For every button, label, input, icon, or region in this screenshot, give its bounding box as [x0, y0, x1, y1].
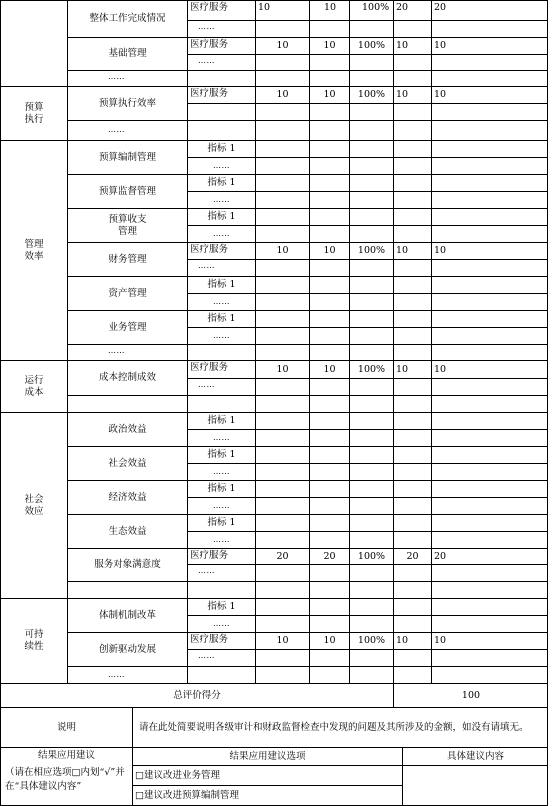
suggestion-hint: （请在相应选项□内划“√”并在“具体建议内容” [5, 767, 125, 792]
empty-cell [349, 54, 393, 70]
empty-cell [393, 191, 431, 208]
empty-cell [309, 446, 349, 463]
empty-cell [393, 429, 431, 446]
ellipsis-cell: …… [187, 259, 255, 276]
empty-cell [393, 412, 431, 429]
item-label: 业务管理 [67, 310, 187, 344]
empty-cell [393, 174, 431, 191]
value-cell: 20 [393, 0, 431, 20]
value-cell: 100% [349, 37, 393, 54]
ellipsis-cell: …… [67, 344, 187, 360]
value-cell: 10 [309, 242, 349, 259]
empty-cell [255, 463, 309, 480]
empty-cell [349, 103, 393, 120]
category-cell-blank [0, 0, 67, 86]
item-label: 社会效益 [67, 446, 187, 480]
empty-cell [393, 446, 431, 463]
indicator-cell: 指标 1 [187, 310, 255, 327]
item-label: 体制机制改革 [67, 598, 187, 632]
empty-cell [309, 140, 349, 157]
empty-cell [431, 259, 548, 276]
value-cell: 20 [255, 548, 309, 564]
indicator-cell: 指标 1 [187, 208, 255, 225]
value-cell: 10 [309, 0, 349, 20]
ellipsis-cell: …… [187, 191, 255, 208]
suggestion-label: 结果应用建议 [37, 750, 95, 761]
category-label: 社会 效应 [0, 412, 67, 598]
empty-cell [349, 276, 393, 293]
empty-cell [431, 157, 548, 174]
empty-cell [431, 54, 548, 70]
value-cell: 10 [431, 242, 548, 259]
empty-cell [393, 20, 431, 37]
empty-cell [255, 191, 309, 208]
empty-cell [393, 54, 431, 70]
empty-cell [255, 208, 309, 225]
indicator-cell: 医疗服务 [187, 0, 255, 20]
empty-cell [309, 463, 349, 480]
empty-cell [309, 598, 349, 615]
value-cell: 10 [255, 0, 309, 20]
empty-cell [255, 395, 309, 412]
empty-cell [393, 531, 431, 548]
empty-cell [309, 191, 349, 208]
ellipsis-cell: …… [187, 497, 255, 514]
options-header: 结果应用建议选项 [132, 747, 402, 765]
value-cell: 10 [431, 86, 548, 103]
indicator-cell: 指标 1 [187, 412, 255, 429]
total-score-label: 总评价得分 [0, 683, 393, 707]
empty-cell [431, 20, 548, 37]
empty-cell [393, 581, 431, 598]
item-label: 成本控制成效 [67, 360, 187, 395]
ellipsis-cell: …… [67, 70, 187, 86]
empty-cell [255, 259, 309, 276]
category-label: 可持 续性 [0, 598, 67, 683]
empty-cell [393, 344, 431, 360]
empty-cell [309, 666, 349, 683]
empty-cell [309, 514, 349, 531]
empty-cell [67, 395, 187, 412]
empty-cell [431, 463, 548, 480]
ellipsis-cell: …… [187, 564, 255, 581]
value-cell: 20 [431, 0, 548, 20]
indicator-cell: 指标 1 [187, 514, 255, 531]
empty-cell [255, 564, 309, 581]
empty-cell [309, 225, 349, 242]
empty-cell [393, 514, 431, 531]
ellipsis-cell: …… [187, 378, 255, 395]
indicator-cell: 医疗服务 [187, 360, 255, 378]
empty-cell [309, 103, 349, 120]
empty-cell [431, 497, 548, 514]
empty-cell [187, 103, 255, 120]
empty-cell [309, 54, 349, 70]
empty-cell [431, 615, 548, 632]
value-cell: 10 [309, 632, 349, 649]
value-cell: 10 [255, 632, 309, 649]
indicator-cell: 医疗服务 [187, 632, 255, 649]
empty-cell [431, 225, 548, 242]
empty-cell [309, 581, 349, 598]
indicator-cell: 医疗服务 [187, 548, 255, 564]
option-improve-budget[interactable]: □建议改进预算编制管理 [132, 785, 402, 806]
empty-cell [255, 20, 309, 37]
empty-cell [255, 70, 309, 86]
empty-cell [309, 531, 349, 548]
total-score-value: 100 [393, 683, 548, 707]
ellipsis-cell: …… [67, 120, 187, 140]
empty-cell [187, 344, 255, 360]
empty-cell [393, 208, 431, 225]
empty-cell [309, 429, 349, 446]
empty-cell [349, 497, 393, 514]
empty-cell [349, 581, 393, 598]
empty-cell [349, 208, 393, 225]
empty-cell [349, 666, 393, 683]
empty-cell [309, 276, 349, 293]
empty-cell [349, 463, 393, 480]
empty-cell [309, 344, 349, 360]
empty-cell [67, 581, 187, 598]
empty-cell [393, 564, 431, 581]
empty-cell [431, 446, 548, 463]
empty-cell [431, 666, 548, 683]
empty-cell [255, 310, 309, 327]
value-cell: 20 [393, 548, 431, 564]
ellipsis-cell: …… [187, 463, 255, 480]
empty-cell [187, 666, 255, 683]
empty-cell [393, 327, 431, 344]
item-label: 资产管理 [67, 276, 187, 310]
value-cell: 10 [309, 360, 349, 378]
empty-cell [349, 378, 393, 395]
empty-cell [255, 514, 309, 531]
empty-cell [431, 120, 548, 140]
empty-cell [431, 649, 548, 666]
ellipsis-cell: …… [187, 429, 255, 446]
empty-cell [349, 70, 393, 86]
empty-cell [309, 70, 349, 86]
empty-cell [393, 70, 431, 86]
empty-cell [255, 157, 309, 174]
ellipsis-cell: …… [67, 666, 187, 683]
item-label: 财务管理 [67, 242, 187, 276]
empty-cell [393, 615, 431, 632]
empty-cell [309, 293, 349, 310]
table-right-border [547, 0, 548, 806]
note-text: 请在此处简要说明各级审计和财政监督检查中发现的问题及其所涉及的金额，如没有请填无。 [132, 707, 548, 747]
option-improve-business[interactable]: □建议改进业务管理 [132, 765, 402, 785]
value-cell: 10 [431, 360, 548, 378]
empty-cell [255, 480, 309, 497]
empty-cell [431, 293, 548, 310]
empty-cell [255, 225, 309, 242]
empty-cell [431, 412, 548, 429]
item-label: 预算监督管理 [67, 174, 187, 208]
empty-cell [309, 615, 349, 632]
value-cell: 10 [255, 37, 309, 54]
ellipsis-cell: …… [187, 157, 255, 174]
empty-cell [349, 293, 393, 310]
empty-cell [255, 276, 309, 293]
ellipsis-cell: …… [187, 54, 255, 70]
ellipsis-cell: …… [187, 20, 255, 37]
empty-cell [309, 174, 349, 191]
item-label: 整体工作完成情况 [67, 0, 187, 37]
item-label: 创新驱动发展 [67, 632, 187, 666]
empty-cell [349, 310, 393, 327]
content-header: 具体建议内容 [402, 747, 548, 765]
empty-cell [393, 259, 431, 276]
empty-cell [309, 327, 349, 344]
ellipsis-cell: …… [187, 327, 255, 344]
value-cell: 10 [393, 37, 431, 54]
empty-cell [255, 666, 309, 683]
empty-cell [187, 120, 255, 140]
value-cell: 10 [393, 242, 431, 259]
empty-cell [431, 581, 548, 598]
empty-cell [431, 429, 548, 446]
empty-cell [393, 157, 431, 174]
empty-cell [431, 140, 548, 157]
category-label: 运行 成本 [0, 360, 67, 412]
item-label: 生态效益 [67, 514, 187, 548]
indicator-cell: 指标 1 [187, 446, 255, 463]
empty-cell [393, 598, 431, 615]
empty-cell [393, 140, 431, 157]
empty-cell [255, 598, 309, 615]
empty-cell [309, 310, 349, 327]
value-cell: 10 [255, 242, 309, 259]
value-cell: 100% [349, 548, 393, 564]
empty-cell [349, 327, 393, 344]
empty-cell [309, 564, 349, 581]
empty-cell [349, 174, 393, 191]
empty-cell [309, 259, 349, 276]
empty-cell [255, 140, 309, 157]
empty-cell [255, 344, 309, 360]
empty-cell [431, 480, 548, 497]
value-cell: 100% [349, 242, 393, 259]
empty-cell [255, 120, 309, 140]
empty-cell [309, 412, 349, 429]
indicator-cell: 指标 1 [187, 140, 255, 157]
value-cell: 100% [349, 632, 393, 649]
suggestion-label-cell [0, 747, 132, 806]
empty-cell [393, 649, 431, 666]
empty-cell [255, 327, 309, 344]
category-label: 预算 执行 [0, 86, 67, 140]
empty-cell [431, 344, 548, 360]
empty-cell [349, 429, 393, 446]
empty-cell [431, 310, 548, 327]
value-cell: 10 [431, 37, 548, 54]
value-cell: 10 [309, 86, 349, 103]
item-label: 预算执行效率 [67, 86, 187, 120]
indicator-cell: 指标 1 [187, 598, 255, 615]
value-cell: 20 [309, 548, 349, 564]
empty-cell [255, 581, 309, 598]
item-label: 基础管理 [67, 37, 187, 70]
empty-cell [393, 378, 431, 395]
indicator-cell: 指标 1 [187, 174, 255, 191]
item-label: 政治效益 [67, 412, 187, 446]
empty-cell [309, 120, 349, 140]
empty-cell [255, 531, 309, 548]
value-cell: 10 [255, 86, 309, 103]
empty-cell [309, 480, 349, 497]
value-cell: 100% [349, 86, 393, 103]
value-cell: 10 [393, 632, 431, 649]
empty-cell [349, 344, 393, 360]
empty-cell [431, 174, 548, 191]
empty-cell [431, 598, 548, 615]
empty-cell [393, 293, 431, 310]
empty-cell [187, 70, 255, 86]
empty-cell [431, 395, 548, 412]
empty-cell [349, 259, 393, 276]
empty-cell [349, 564, 393, 581]
value-cell: 10 [255, 360, 309, 378]
empty-cell [349, 615, 393, 632]
value-cell: 100% [349, 360, 393, 378]
empty-cell [349, 514, 393, 531]
ellipsis-cell: …… [187, 293, 255, 310]
ellipsis-cell: …… [187, 615, 255, 632]
indicator-cell: 指标 1 [187, 276, 255, 293]
empty-cell [255, 174, 309, 191]
empty-cell [255, 429, 309, 446]
empty-cell [393, 480, 431, 497]
value-cell: 100% [349, 0, 393, 20]
empty-cell [393, 103, 431, 120]
empty-cell [393, 225, 431, 242]
note-label: 说明 [0, 707, 132, 747]
empty-cell [349, 480, 393, 497]
empty-cell [255, 615, 309, 632]
empty-cell [393, 395, 431, 412]
ellipsis-cell: …… [187, 649, 255, 666]
empty-cell [349, 446, 393, 463]
suggestion-content[interactable] [402, 765, 548, 806]
empty-cell [309, 208, 349, 225]
item-label: 服务对象满意度 [67, 548, 187, 581]
category-label: 管理 效率 [0, 140, 67, 360]
empty-cell [349, 225, 393, 242]
value-cell: 20 [431, 548, 548, 564]
empty-cell [349, 120, 393, 140]
empty-cell [349, 157, 393, 174]
empty-cell [349, 140, 393, 157]
empty-cell [255, 54, 309, 70]
empty-cell [431, 276, 548, 293]
empty-cell [349, 395, 393, 412]
empty-cell [431, 531, 548, 548]
empty-cell [255, 497, 309, 514]
item-label: 经济效益 [67, 480, 187, 514]
empty-cell [431, 70, 548, 86]
empty-cell [431, 103, 548, 120]
empty-cell [255, 446, 309, 463]
empty-cell [393, 666, 431, 683]
indicator-cell: 指标 1 [187, 480, 255, 497]
empty-cell [431, 327, 548, 344]
empty-cell [255, 293, 309, 310]
empty-cell [309, 649, 349, 666]
empty-cell [393, 276, 431, 293]
indicator-cell: 医疗服务 [187, 242, 255, 259]
empty-cell [255, 412, 309, 429]
value-cell: 10 [393, 86, 431, 103]
empty-cell [309, 157, 349, 174]
item-label: 预算收支 管理 [67, 208, 187, 242]
empty-cell [431, 564, 548, 581]
empty-cell [255, 649, 309, 666]
value-cell: 10 [431, 632, 548, 649]
empty-cell [349, 191, 393, 208]
empty-cell [349, 598, 393, 615]
empty-cell [349, 649, 393, 666]
value-cell: 10 [393, 360, 431, 378]
empty-cell [393, 310, 431, 327]
empty-cell [393, 120, 431, 140]
empty-cell [393, 497, 431, 514]
empty-cell [255, 103, 309, 120]
empty-cell [431, 191, 548, 208]
value-cell: 10 [309, 37, 349, 54]
empty-cell [309, 378, 349, 395]
empty-cell [431, 378, 548, 395]
indicator-cell: 医疗服务 [187, 37, 255, 54]
empty-cell [309, 20, 349, 37]
empty-cell [309, 395, 349, 412]
empty-cell [255, 378, 309, 395]
indicator-cell: 医疗服务 [187, 86, 255, 103]
empty-cell [349, 531, 393, 548]
empty-cell [187, 395, 255, 412]
empty-cell [309, 497, 349, 514]
empty-cell [431, 514, 548, 531]
empty-cell [431, 208, 548, 225]
empty-cell [349, 20, 393, 37]
ellipsis-cell: …… [187, 225, 255, 242]
empty-cell [187, 581, 255, 598]
empty-cell [349, 412, 393, 429]
empty-cell [393, 463, 431, 480]
ellipsis-cell: …… [187, 531, 255, 548]
item-label: 预算编制管理 [67, 140, 187, 174]
